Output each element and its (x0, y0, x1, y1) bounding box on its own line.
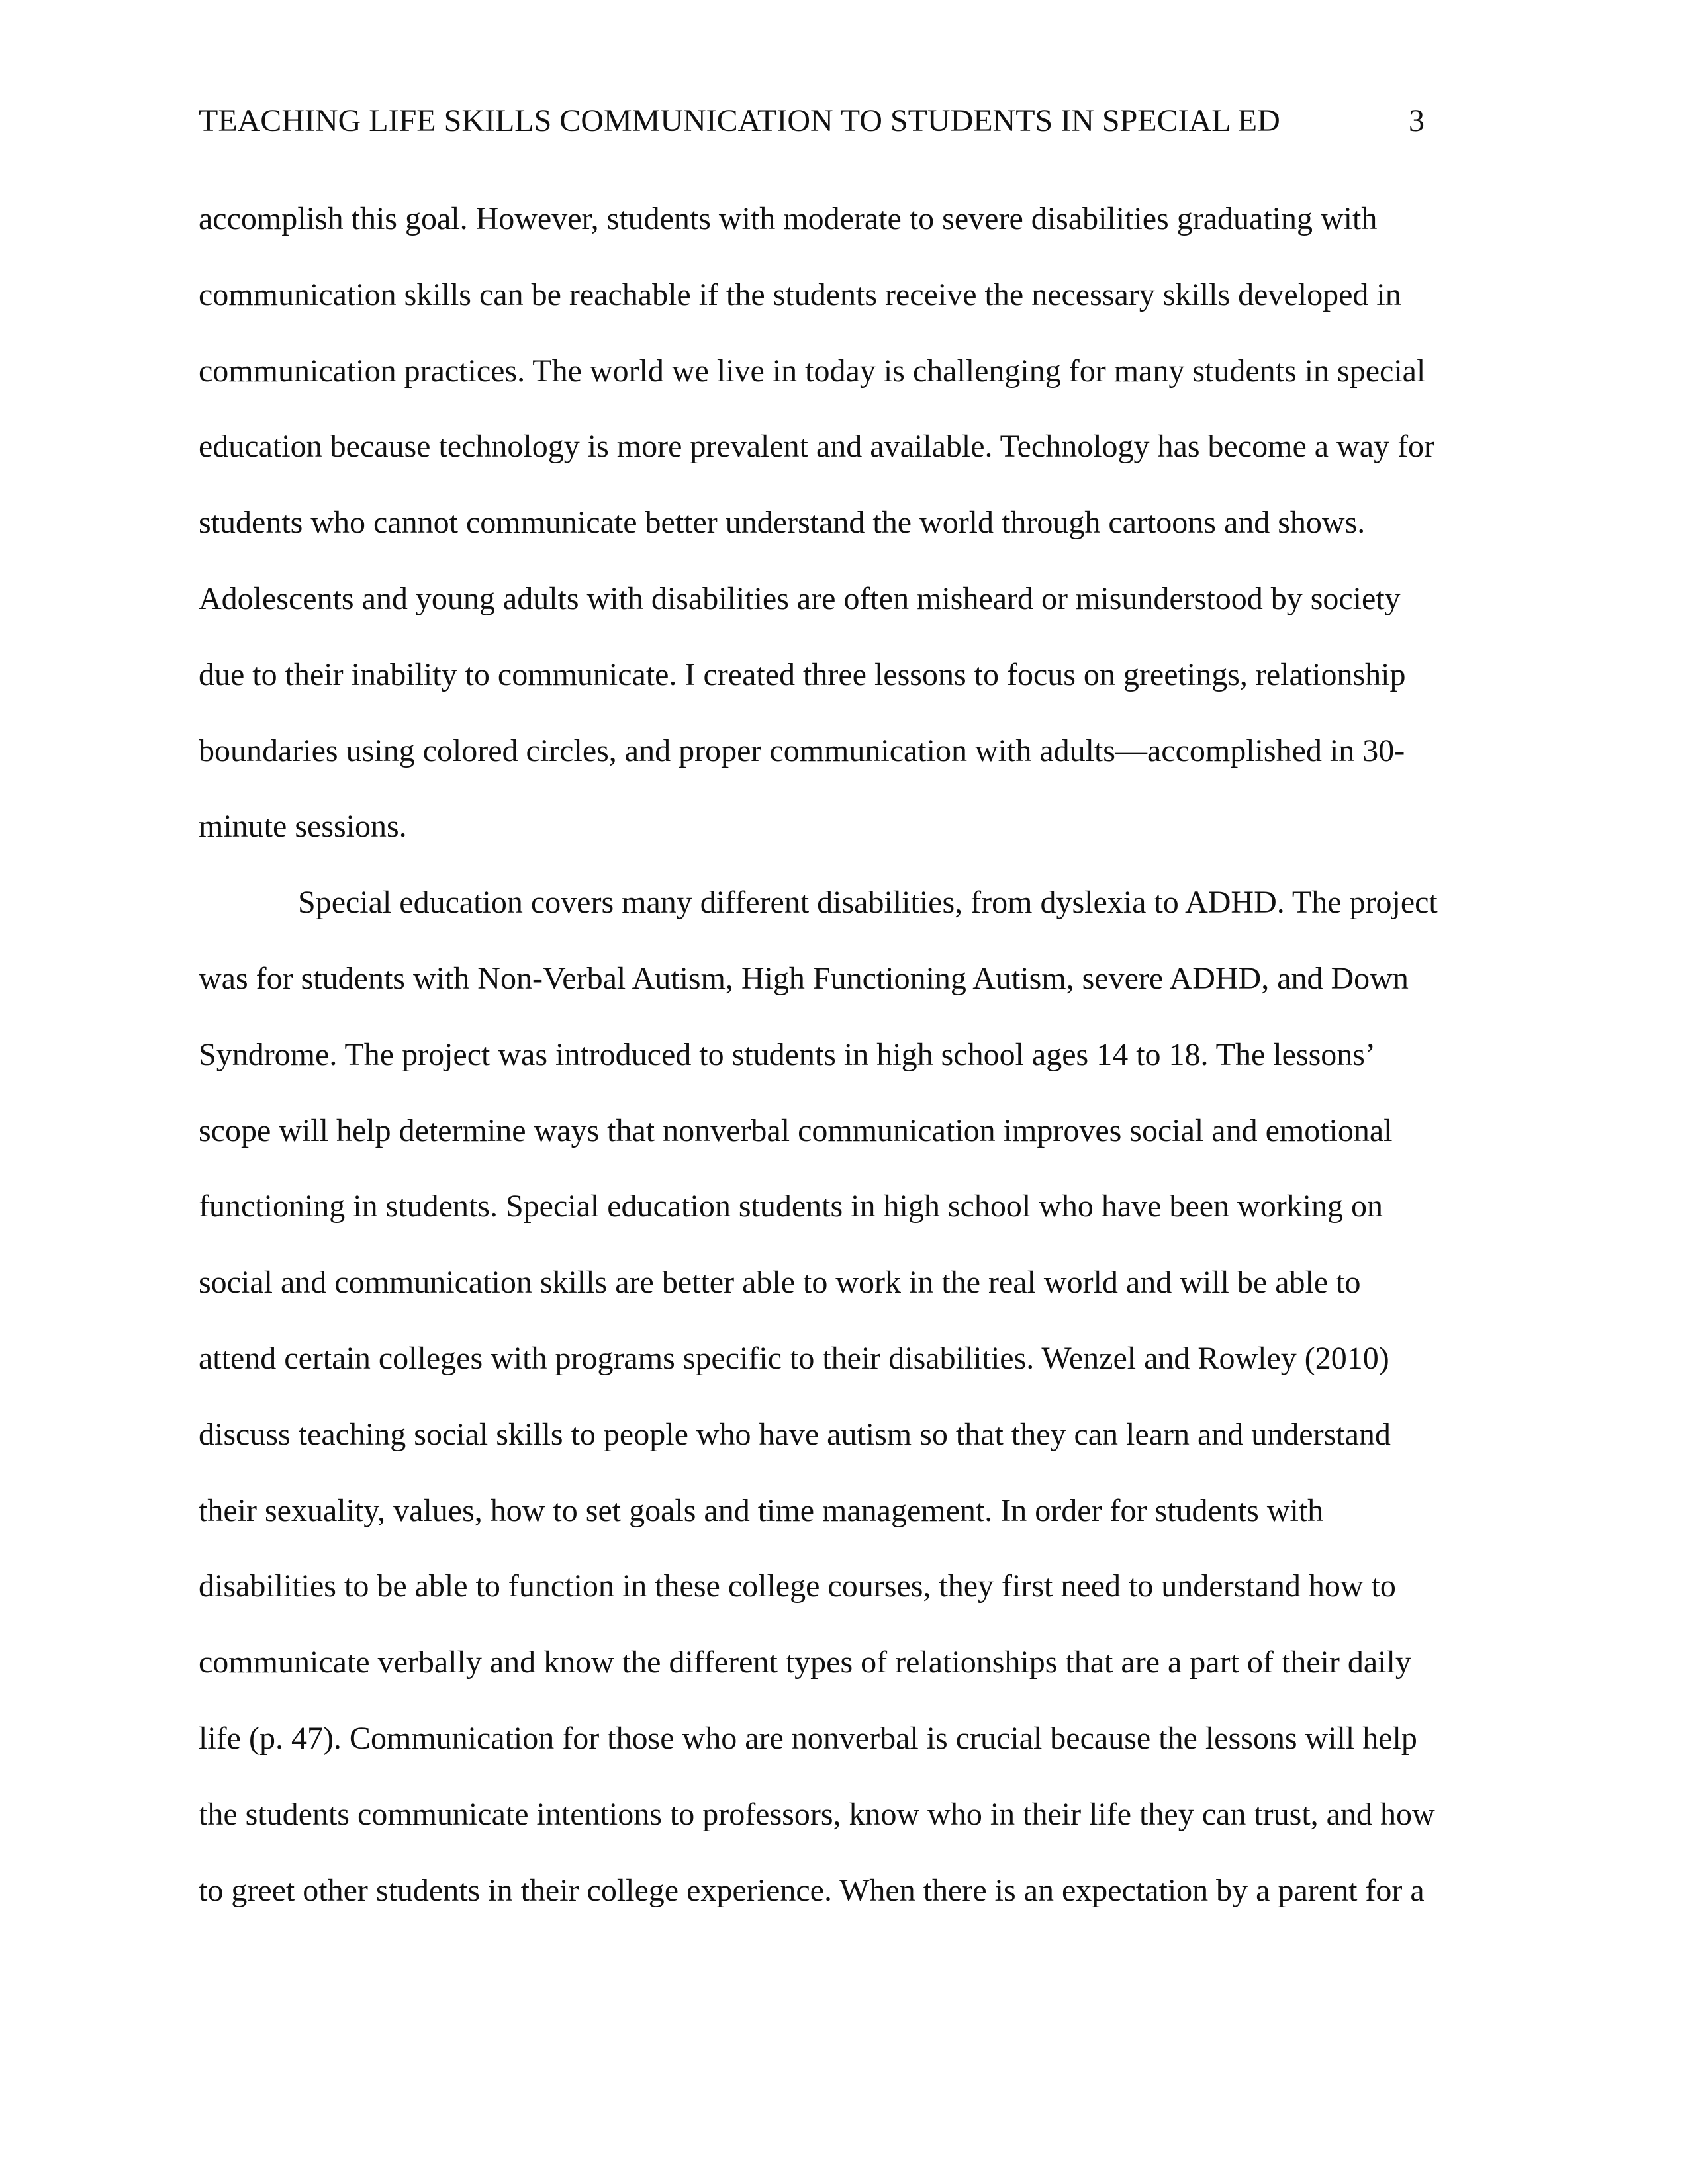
paragraph-start-line: Special education covers many different disabilities, from dyslexia to ADHD. The project (298, 885, 1438, 921)
body-line: their sexuality, values, how to set goals and time management. In order for students with (199, 1492, 1324, 1528)
running-head-title: TEACHING LIFE SKILLS COMMUNICATION TO STUDENTS IN SPECIAL ED (199, 103, 1280, 138)
body-line: boundaries using colored circles, and proper communication with adults—accomplished in 30- (199, 733, 1405, 768)
body-line: the students communicate intentions to professors, know who in their life they can trust, and how (199, 1796, 1435, 1832)
body-line: communicate verbally and know the different types of relationships that are a part of their daily (199, 1645, 1411, 1680)
body-line: to greet other students in their college experience. When there is an expectation by a parent for a (199, 1872, 1425, 1908)
body-line: education because technology is more prevalent and available. Technology has become a way for (199, 429, 1435, 465)
body-line: minute sessions. (199, 809, 407, 844)
body-line: was for students with Non-Verbal Autism, High Functioning Autism, severe ADHD, and Down (199, 960, 1409, 996)
body-line: discuss teaching social skills to people who have autism so that they can learn and understand (199, 1416, 1391, 1452)
body-line: functioning in students. Special education students in high school who have been working on (199, 1189, 1383, 1224)
body-line: communication skills can be reachable if the students receive the necessary skills developed in (199, 277, 1401, 312)
body-line: social and communication skills are better able to work in the real world and will be able to (199, 1265, 1361, 1300)
body-line: attend certain colleges with programs specific to their disabilities. Wenzel and Rowley (2010) (199, 1340, 1389, 1376)
body-line: scope will help determine ways that nonverbal communication improves social and emotional (199, 1113, 1393, 1148)
body-text (199, 196, 1489, 1943)
body-line: Adolescents and young adults with disabilities are often misheard or misunderstood by society (199, 580, 1401, 616)
body-line: life (p. 47). Communication for those who are nonverbal is crucial because the lessons will help (199, 1720, 1417, 1756)
body-line: Syndrome. The project was introduced to students in high school ages 14 to 18. The lessons’ (199, 1036, 1376, 1072)
body-line: accomplish this goal. However, students with moderate to severe disabilities graduating with (199, 201, 1378, 236)
running-head (199, 98, 1489, 144)
body-line: students who cannot communicate better understand the world through cartoons and shows. (199, 505, 1366, 541)
body-line: communication practices. The world we live in today is challenging for many students in special (199, 353, 1426, 388)
body-line: disabilities to be able to function in these college courses, they first need to understand how to (199, 1569, 1396, 1604)
page-number: 3 (1409, 103, 1425, 138)
body-line: due to their inability to communicate. I created three lessons to focus on greetings, relationship (199, 657, 1406, 692)
